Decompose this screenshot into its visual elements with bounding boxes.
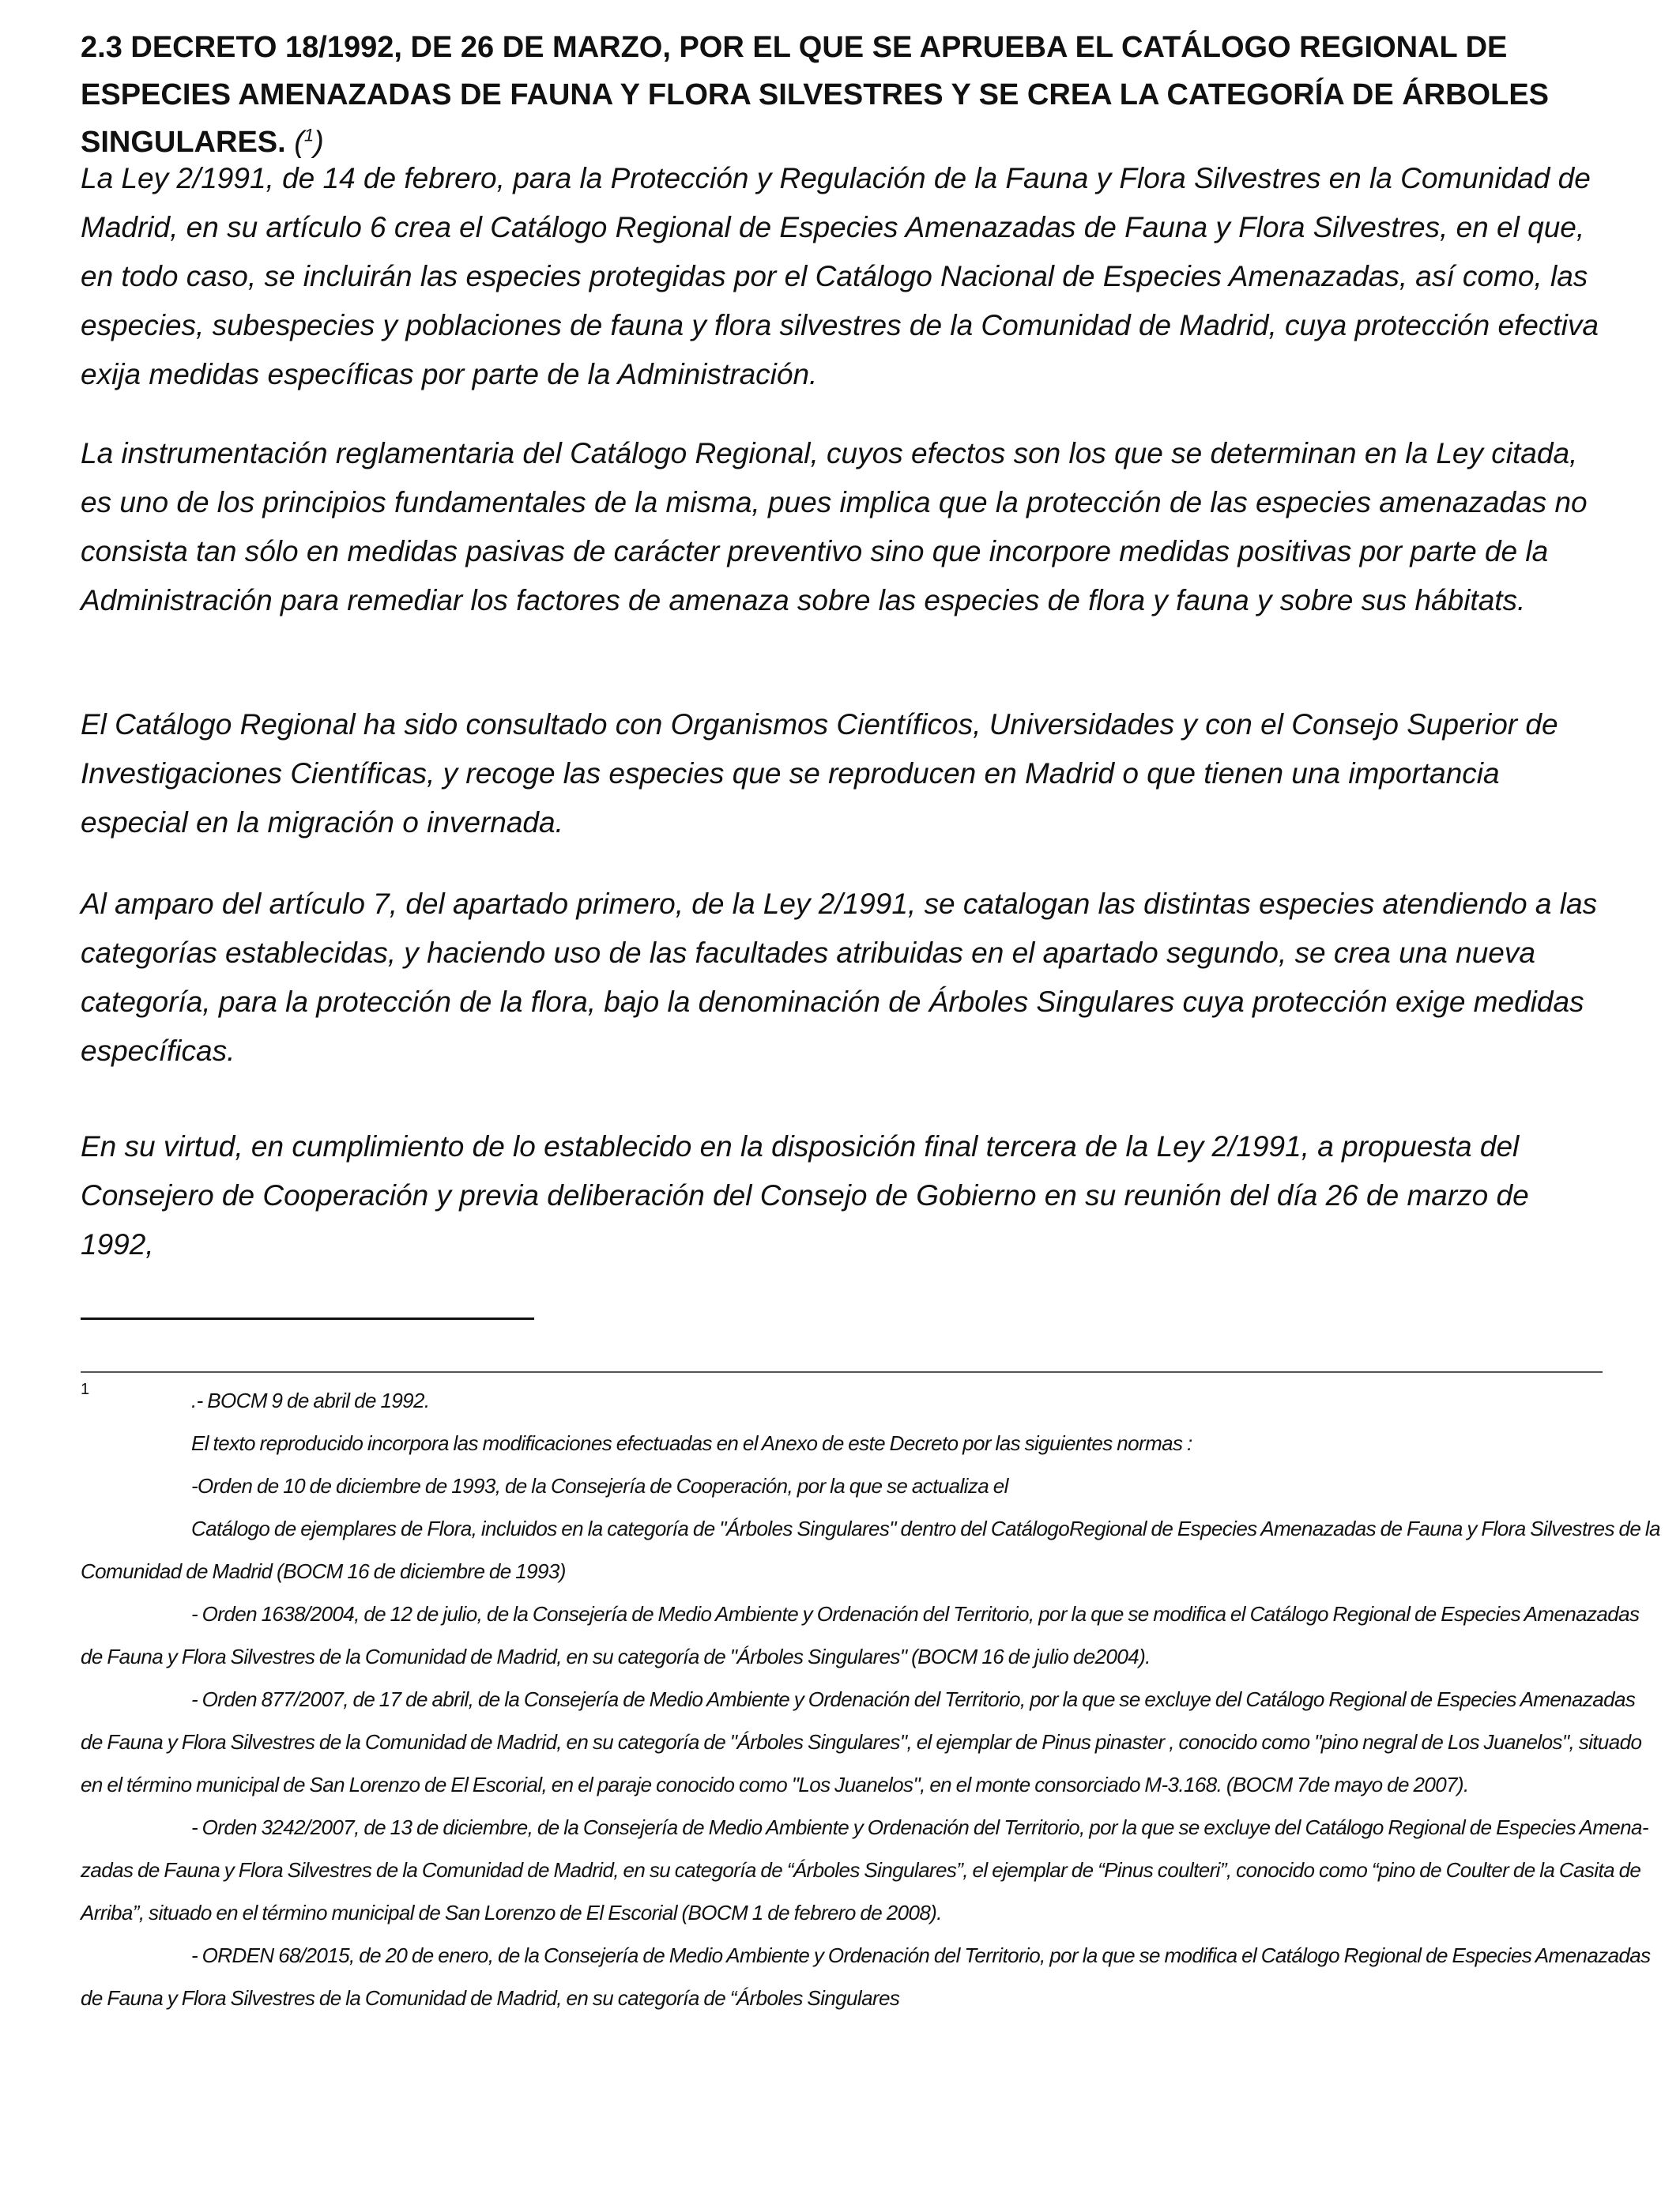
footnote-line-text: Comunidad de Madrid (BOCM 16 de diciembre de 1993)	[81, 1559, 566, 1583]
footnote-reference-number: 1	[303, 125, 315, 145]
footnote-marker: 1	[81, 1381, 90, 1398]
footnote-reference-close: )	[314, 126, 324, 159]
footnote-line	[81, 1635, 1603, 1678]
footnote-line-text: - Orden 877/2007, de 17 de abril, de la Consejería de Medio Ambiente y Ordenación del Territorio, por la que se excluye del Catálogo Regional de Especies Amenazadas	[191, 1687, 1636, 1711]
decree-heading	[81, 24, 1606, 166]
footnote-line-text: de Fauna y Flora Silvestres de la Comunidad de Madrid, en su categoría de "Árboles Singulares", el ejemplar de Pinus pinaster , conocido como "pino negral de Los Juanelos", situado	[81, 1730, 1642, 1754]
body-paragraph-1: La Ley 2/1991, de 14 de febrero, para la Protección y Regulación de la Fauna y Flora Silvestres en la Comunidad de Madrid, en su artículo 6 crea el Catálogo Regional de Especies Amenazadas de Fauna y Flora Silvestres, en el que, en todo caso, se incluirán las especies protegidas por el Catálogo Nacional de Especies Amenazadas, así como, las especies, subespecies y poblaciones de fauna y flora silvestres de la Comunidad de Madrid, cuya protección efectiva exija medidas específicas por parte de la Administración.	[81, 162, 1599, 390]
footnote-line-text: El texto reproducido incorpora las modificaciones efectuadas en el Anexo de este Decreto por las siguientes normas :	[191, 1431, 1192, 1455]
footnote-line-text: - Orden 1638/2004, de 12 de julio, de la Consejería de Medio Ambiente y Ordenación del Territorio, por la que se modifica el Catálogo Regional de Especies Amenazadas	[191, 1602, 1640, 1626]
footnote-line	[81, 1465, 1603, 1507]
footnote-line-text: .- BOCM 9 de abril de 1992.	[191, 1389, 430, 1412]
footnote-line	[81, 1849, 1641, 1891]
decree-heading-text: 2.3 DECRETO 18/1992, DE 26 DE MARZO, POR EL QUE SE APRUEBA EL CATÁLOGO REGIONAL DE ESPECIES AMENAZADAS DE FAUNA Y FLORA SILVESTRES Y SE CREA LA CATEGORÍA DE ÁRBOLES SINGULARES.	[81, 31, 1550, 159]
footnote-line	[81, 1721, 1642, 1763]
footnote-line-text: - Orden 3242/2007, de 13 de diciembre, de la Consejería de Medio Ambiente y Ordenación del Territorio, por la que se excluye del Catálogo Regional de Especies Amena-	[191, 1815, 1648, 1839]
footnote-line	[81, 1379, 1603, 1422]
footnote-line	[81, 1934, 1651, 1977]
footnote-line-text: zadas de Fauna y Flora Silvestres de la Comunidad de Madrid, en su categoría de “Árboles Singulares”, el ejemplar de “Pinus coulteri”, conocido como “pino de Coulter de la Casita de	[81, 1858, 1641, 1882]
footnote-divider	[81, 1371, 1603, 1373]
footnote-line-text: Arriba”, situado en el término municipal de San Lorenzo de El Escorial (BOCM 1 de febrero de 2008).	[81, 1901, 942, 1924]
footnote-line-text: de Fauna y Flora Silvestres de la Comunidad de Madrid, en su categoría de “Árboles Singulares	[81, 1986, 900, 2010]
footnote-line	[81, 1977, 1603, 2019]
footnote-line	[81, 1678, 1636, 1721]
footnote-line	[81, 1422, 1603, 1465]
footnote-reference-open: (	[294, 126, 304, 159]
footnote-line	[81, 1806, 1648, 1849]
body-paragraph-5: En su virtud, en cumplimiento de lo establecido en la disposición final tercera de la Ley 2/1991, a propuesta del Consejero de Cooperación y previa deliberación del Consejo de Gobierno en su reunión del día 26 de marzo de 1992,	[81, 1130, 1529, 1261]
footnote-line	[81, 1550, 1603, 1593]
footnote-line	[81, 1507, 1660, 1550]
footnote	[81, 1379, 1660, 2019]
footnote-separator	[81, 1318, 534, 1320]
footnote-line-text: -Orden de 10 de diciembre de 1993, de la Consejería de Cooperación, por la que se actualiza el	[191, 1474, 1008, 1498]
footnote-line	[81, 1763, 1603, 1806]
body-paragraph-2: La instrumentación reglamentaria del Catálogo Regional, cuyos efectos son los que se determinan en la Ley citada, es uno de los principios fundamentales de la misma, pues implica que la protección de las especies amenazadas no consista tan sólo en medidas pasivas de carácter preventivo sino que incorpore medidas positivas por parte de la Administración para remediar los factores de amenaza sobre las especies de flora y fauna y sobre sus hábitats.	[81, 437, 1588, 616]
footnote-line-text: de Fauna y Flora Silvestres de la Comunidad de Madrid, en su categoría de "Árboles Singulares" (BOCM 16 de julio de2004).	[81, 1645, 1151, 1668]
footnote-line-text: en el término municipal de San Lorenzo de El Escorial, en el paraje conocido como "Los Juanelos", en el monte consorciado M-3.168. (BOCM 7de mayo de 2007).	[81, 1773, 1469, 1796]
footnote-line-text: Catálogo de ejemplares de Flora, incluidos en la categoría de "Árboles Singulares" dentro del CatálogoRegional de Especies Amenazadas de Fauna y Flora Silvestres de la	[191, 1517, 1660, 1540]
footnote-line	[81, 1593, 1640, 1635]
footnote-line-text: - ORDEN 68/2015, de 20 de enero, de la Consejería de Medio Ambiente y Ordenación del Territorio, por la que se modifica el Catálogo Regional de Especies Amenazadas	[191, 1943, 1651, 1967]
body-paragraph-4: Al amparo del artículo 7, del apartado primero, de la Ley 2/1991, se catalogan las distintas especies atendiendo a las categorías establecidas, y haciendo uso de las facultades atribuidas en el apartado segundo, se crea una nueva categoría, para la protección de la flora, bajo la denominación de Árboles Singulares cuya protección exige medidas específicas.	[81, 888, 1598, 1067]
body-paragraph-3: El Catálogo Regional ha sido consultado con Organismos Científicos, Universidades y con el Consejo Superior de Investigaciones Científicas, y recoge las especies que se reproducen en Madrid o que tienen una importancia especial en la migración o invernada.	[81, 708, 1558, 839]
footnote-line	[81, 1891, 1603, 1934]
